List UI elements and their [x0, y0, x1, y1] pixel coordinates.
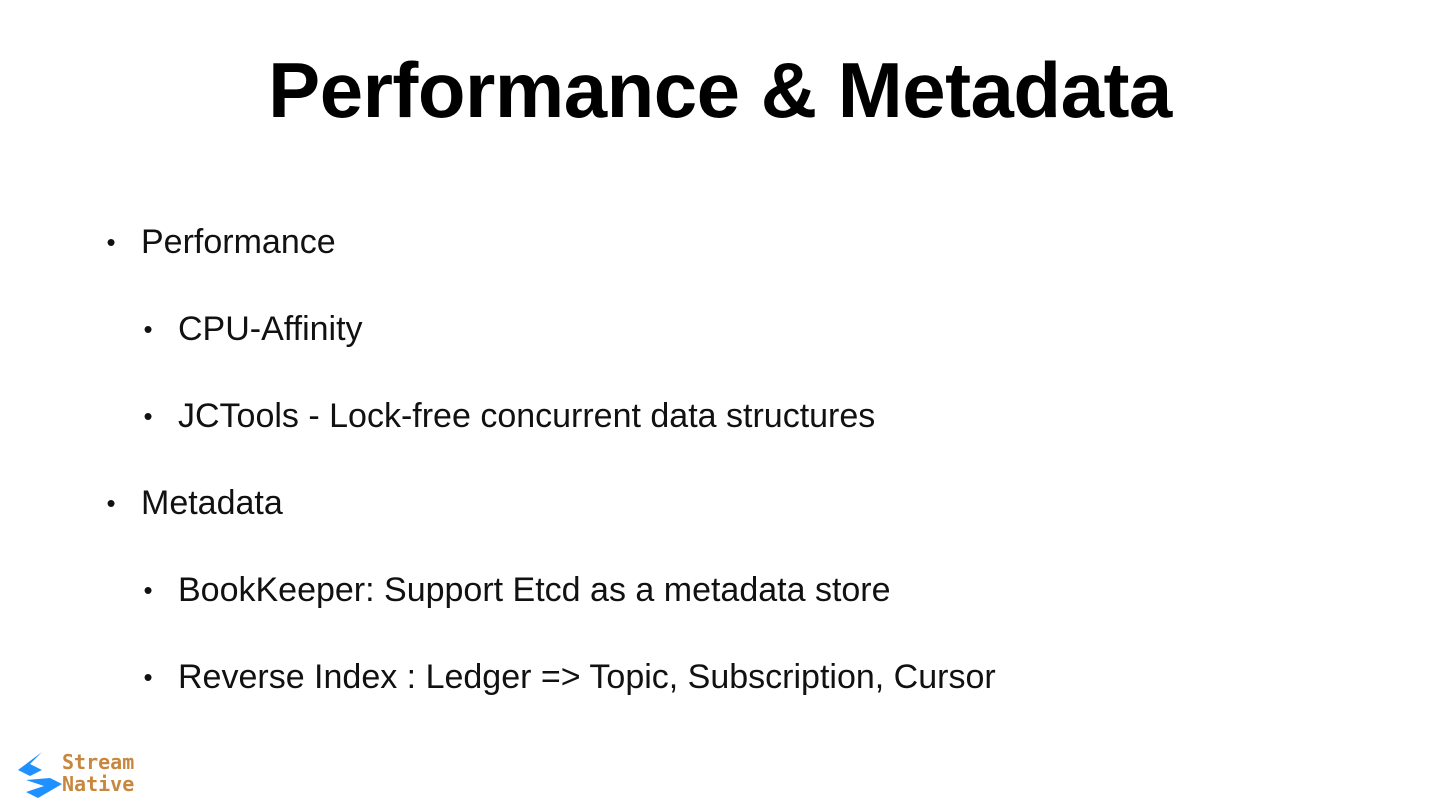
bullet-dot: • — [143, 575, 153, 605]
logo-upper-chevron — [18, 752, 42, 776]
streamnative-logo-icon — [16, 750, 64, 798]
bullet-text: JCTools - Lock-free concurrent data structures — [178, 397, 876, 435]
logo-text-line-2: Native — [62, 772, 135, 796]
streamnative-logo — [16, 748, 146, 800]
bullet-dot: • — [106, 488, 116, 518]
bullet-dot: • — [143, 314, 153, 344]
bullet-dot: • — [143, 662, 153, 692]
logo-lower-chevron — [26, 778, 62, 798]
bullet-text: Metadata — [141, 484, 283, 522]
bullet-text: CPU-Affinity — [178, 310, 363, 348]
slide-title: Performance & Metadata — [268, 46, 1172, 134]
streamnative-logo-text — [62, 751, 134, 795]
logo-text-line-1: Stream — [62, 750, 135, 774]
bullet-text: Reverse Index : Ledger => Topic, Subscription, Cursor — [178, 658, 996, 696]
bullet-dot: • — [106, 227, 116, 257]
bullet-dot: • — [143, 401, 153, 431]
bullet-text: Performance — [141, 223, 336, 261]
bullet-text: BookKeeper: Support Etcd as a metadata store — [178, 571, 891, 609]
